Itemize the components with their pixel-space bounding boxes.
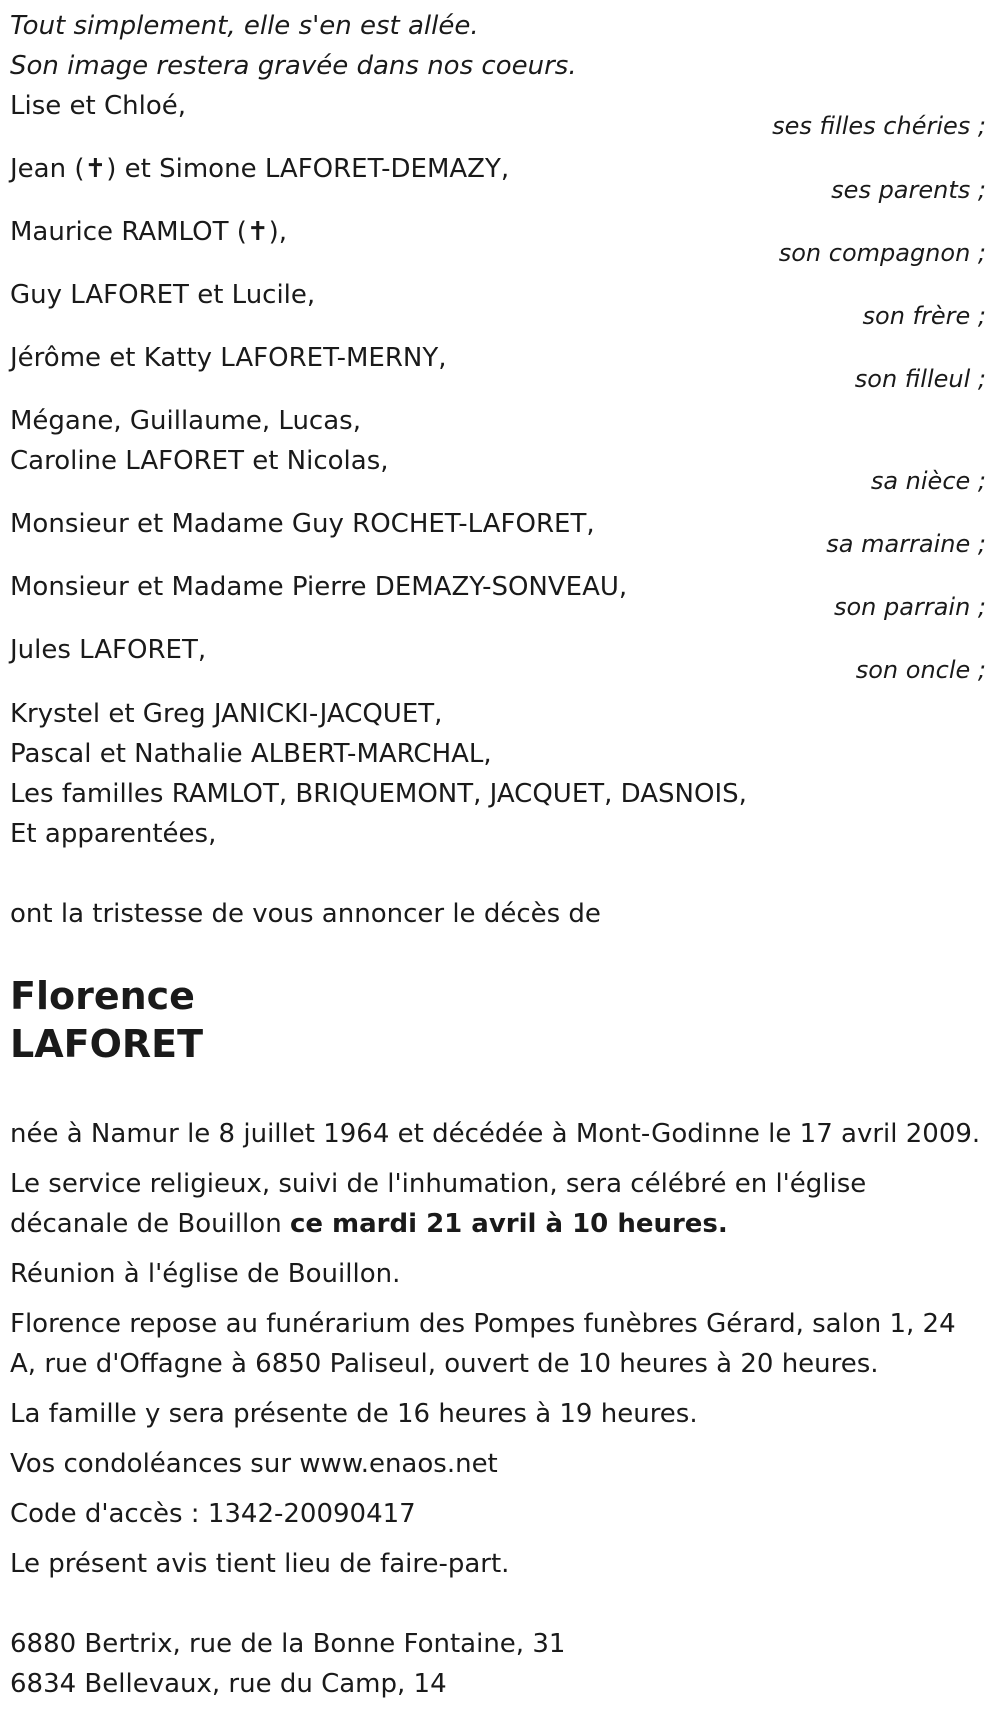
family-entry-name: Mégane, Guillaume, Lucas, [10,406,361,436]
reunion-text: Réunion à l'église de Bouillon. [10,1259,401,1289]
deceased-first-name: Florence [10,974,195,1018]
repose-line-1: Florence repose au funérarium des Pompes funèbres Gérard, salon 1, 24 [10,1309,956,1339]
family-entry-role: son compagnon ; [778,239,986,267]
family-entry-name: Monsieur et Madame Guy ROCHET-LAFORET, [10,509,595,539]
service-place: décanale de Bouillon [10,1209,290,1239]
deceased-last-name: LAFORET [10,1022,204,1066]
family-entry-name: Lise et Chloé, [10,91,186,121]
family-entry-role: sa nièce ; [870,467,986,495]
quote-line-2: Son image restera gravée dans nos coeurs. [10,51,577,81]
family-entry-role: ses filles chéries ; [772,112,986,140]
address-line: 6834 Bellevaux, rue du Camp, 14 [10,1669,447,1699]
service-date-time: ce mardi 21 avril à 10 heures. [289,1209,728,1239]
family-presence-text: La famille y sera présente de 16 heures à 19 heures. [10,1399,698,1429]
family-entry-name: Maurice RAMLOT (✝), [10,217,288,247]
family-entry-role: ses parents ; [831,176,986,204]
relatives-line: Les familles RAMLOT, BRIQUEMONT, JACQUET, DASNOIS, [10,779,747,809]
born-died-text: née à Namur le 8 juillet 1964 et décédée à Mont-Godinne le 17 avril 2009. [10,1119,981,1149]
family-entry-name: Jean (✝) et Simone LAFORET-DEMAZY, [10,154,510,184]
family-entry-role: sa marraine ; [826,530,986,558]
service-line-1: Le service religieux, suivi de l'inhumation, sera célébré en l'église [10,1169,867,1199]
repose-line-2: A, rue d'Offagne à 6850 Paliseul, ouvert de 10 heures à 20 heures. [10,1349,879,1379]
announcement-text: ont la tristesse de vous annoncer le décès de [10,899,601,929]
family-entry-role: son frère ; [862,302,986,330]
family-entry-name: Jules LAFORET, [10,635,207,665]
family-entry-role: son oncle ; [855,656,986,684]
family-entry-name: Guy LAFORET et Lucile, [10,280,316,310]
family-entry-name: Monsieur et Madame Pierre DEMAZY-SONVEAU, [10,572,628,602]
relatives-line: Et apparentées, [10,819,217,849]
relatives-line: Pascal et Nathalie ALBERT-MARCHAL, [10,739,492,769]
quote-line-1: Tout simplement, elle s'en est allée. [10,11,479,41]
family-entry-role: son filleul ; [854,365,986,393]
family-entry-role: son parrain ; [833,593,986,621]
address-line: 6880 Bertrix, rue de la Bonne Fontaine, 31 [10,1629,566,1659]
faire-part-text: Le présent avis tient lieu de faire-part. [10,1549,510,1579]
access-code-text: Code d'accès : 1342-20090417 [10,1499,416,1529]
family-entry-name: Jérôme et Katty LAFORET-MERNY, [10,343,447,373]
service-line-2 [10,1204,728,1244]
condolences-text: Vos condoléances sur www.enaos.net [10,1449,498,1479]
relatives-line: Krystel et Greg JANICKI-JACQUET, [10,699,443,729]
family-entry-name: Caroline LAFORET et Nicolas, [10,446,389,476]
